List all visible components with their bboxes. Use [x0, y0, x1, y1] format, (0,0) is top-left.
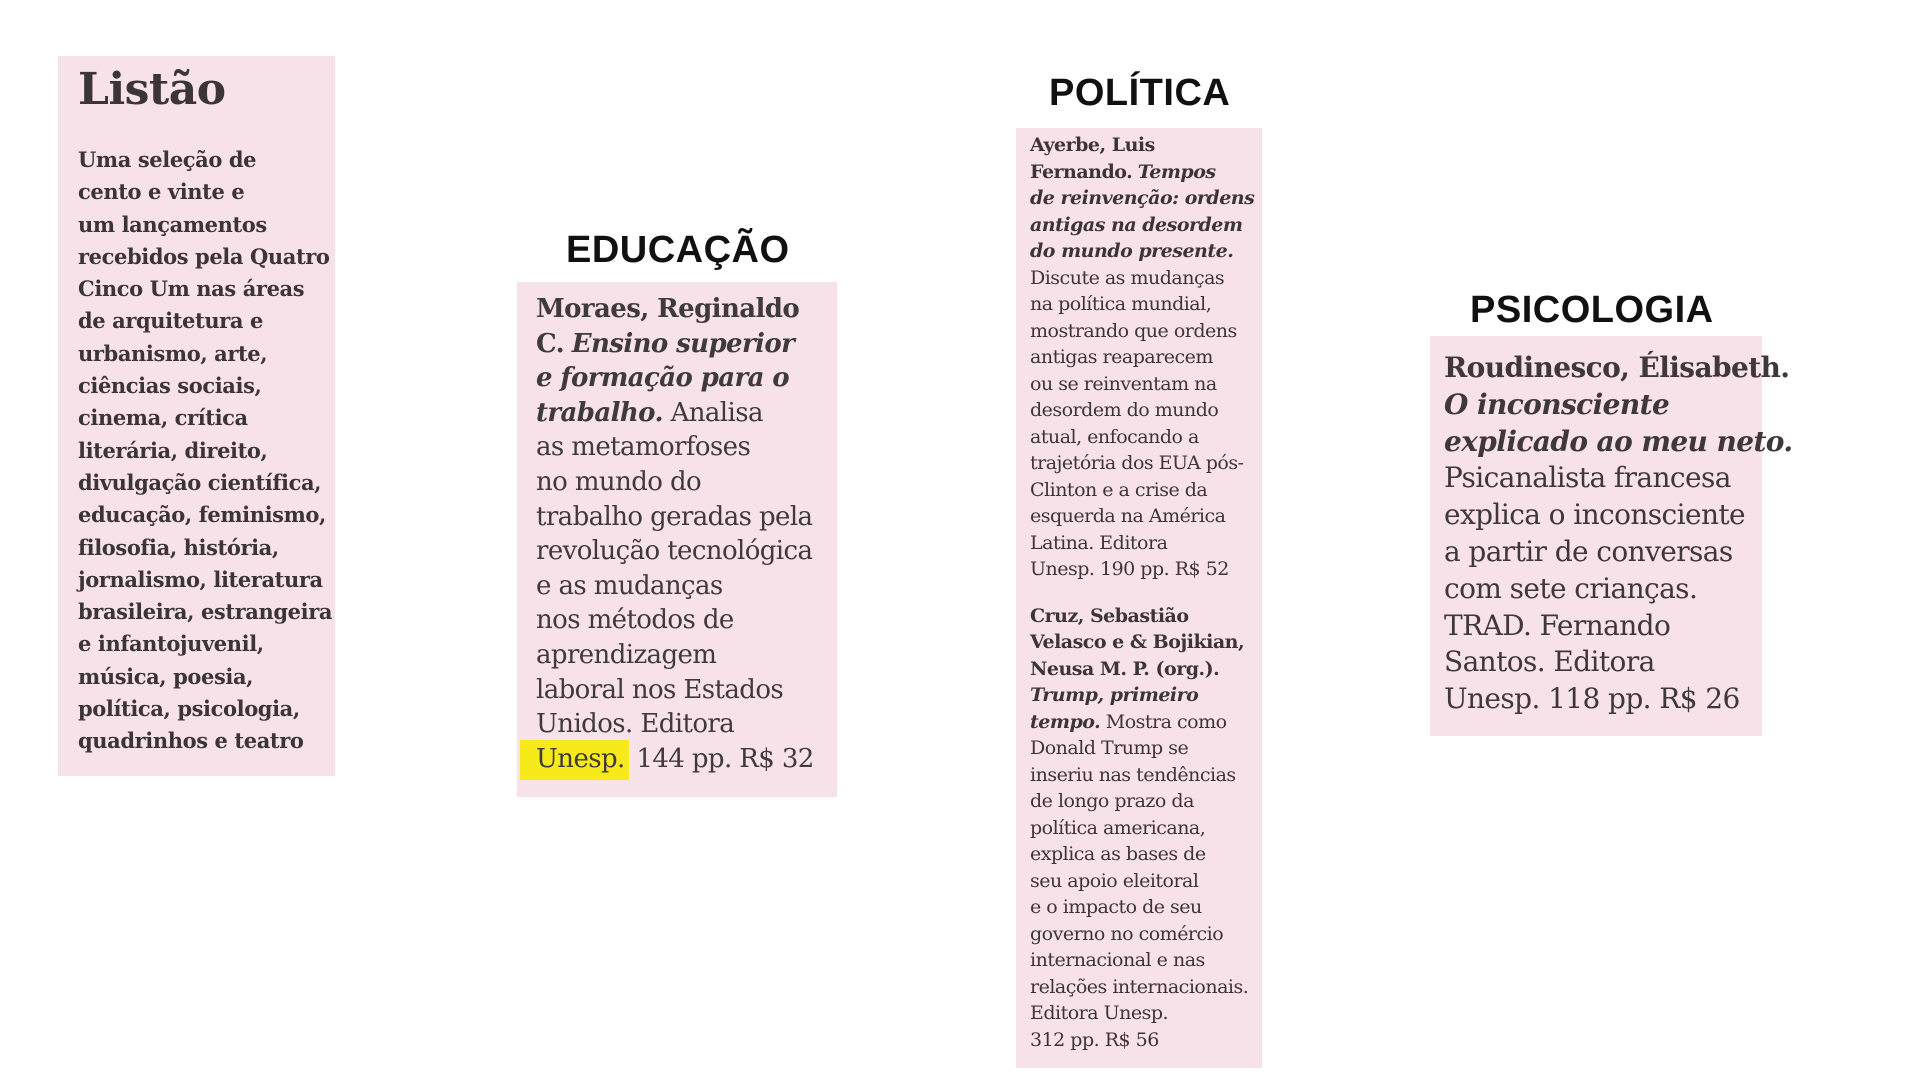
- politica-entry-1: [1030, 132, 1262, 583]
- entry-author: Roudinesco, Élisabeth.: [1444, 351, 1790, 384]
- educacao-heading: EDUCAÇÃO: [566, 229, 790, 271]
- entry-description: Unesp. 190 pp. R$ 52: [1030, 558, 1229, 580]
- entry-description: revolução tecnológica: [536, 536, 813, 567]
- entry-description: mostrando que ordens: [1030, 319, 1237, 342]
- politica-entry-2: [1030, 603, 1262, 1054]
- entry-author: Velasco e & Bojikian,: [1030, 631, 1245, 653]
- entry-description: e o impacto de seu: [1030, 896, 1202, 918]
- listao-line: recebidos pela Quatro: [78, 243, 330, 269]
- entry-description: desordem do mundo: [1030, 399, 1219, 421]
- entry-description: com sete crianças.: [1444, 571, 1698, 605]
- listao-line: brasileira, estrangeira: [78, 599, 333, 625]
- entry-description: trajetória dos EUA pós-: [1030, 452, 1244, 474]
- listao-text: [78, 144, 335, 758]
- entry-title: e formação para o: [536, 363, 790, 394]
- entry-description: Clinton e a crise da: [1030, 478, 1208, 501]
- listao-line: quadrinhos e teatro: [78, 728, 304, 754]
- entry-title: trabalho.: [536, 397, 663, 428]
- entry-description: explica o inconsciente: [1444, 498, 1746, 532]
- entry-description: as metamorfoses: [536, 432, 751, 463]
- entry-author: Moraes, Reginaldo: [536, 294, 800, 324]
- listao-line: música, poesia,: [78, 663, 254, 689]
- entry-description: atual, enfocando a: [1030, 425, 1199, 448]
- entry-description: Psicanalista francesa: [1444, 461, 1731, 495]
- entry-description: antigas reaparecem: [1030, 346, 1213, 368]
- listao-line: Cinco Um nas áreas: [78, 276, 305, 302]
- listao-clipping: [58, 56, 335, 776]
- entry-description: laboral nos Estados: [536, 674, 784, 705]
- listao-line: Uma seleção de: [78, 147, 257, 172]
- listao-line: cento e vinte e: [78, 179, 245, 205]
- entry-description: ou se reinventam na: [1030, 372, 1217, 395]
- entry-author: Fernando.: [1030, 160, 1133, 183]
- entry-description: Unidos. Editora: [536, 709, 735, 740]
- entry-line: [536, 327, 837, 362]
- entry-title: O inconsciente: [1444, 387, 1670, 421]
- entry-title: tempo.: [1030, 710, 1101, 733]
- entry-description: seu apoio eleitoral: [1030, 869, 1199, 892]
- entry-description: na política mundial,: [1030, 293, 1212, 315]
- entry-description: explica as bases de: [1030, 843, 1206, 865]
- entry-description: a partir de conversas: [1444, 534, 1733, 568]
- politica-clipping: [1016, 128, 1262, 1068]
- entry-description: esquerda na América: [1030, 505, 1226, 527]
- listao-line: política, psicologia,: [78, 696, 300, 722]
- listao-line: um lançamentos: [78, 211, 267, 237]
- entry-author: Neusa M. P. (org.).: [1030, 657, 1220, 680]
- listao-line: educação, feminismo,: [78, 502, 326, 528]
- entry-title: antigas na desordem: [1030, 213, 1243, 236]
- pages-price: 144 pp. R$ 32: [636, 743, 814, 774]
- listao-line: jornalismo, literatura: [78, 566, 323, 592]
- entry-spacer: [1030, 583, 1262, 603]
- entry-description: Donald Trump se: [1030, 737, 1189, 759]
- entry-author: Ayerbe, Luis: [1030, 134, 1155, 156]
- listao-line: cinema, crítica: [78, 405, 248, 431]
- entry-description: trabalho geradas pela: [536, 501, 813, 532]
- listao-title: Listão: [78, 64, 226, 115]
- listao-line: urbanismo, arte,: [78, 340, 268, 366]
- entry-description: relações internacionais.: [1030, 975, 1249, 998]
- entry-description: Editora Unesp.: [1030, 1002, 1169, 1024]
- entry-description: e as mudanças: [536, 570, 723, 601]
- entry-title: Trump, primeiro: [1030, 684, 1199, 706]
- entry-description: internacional e nas: [1030, 949, 1205, 971]
- entry-title: do mundo presente.: [1030, 240, 1234, 262]
- educacao-clipping: [517, 282, 837, 797]
- listao-line: divulgação científica,: [78, 469, 322, 495]
- entry-description: Unesp. 118 pp. R$ 26: [1444, 682, 1740, 716]
- entry-description: nos métodos de: [536, 605, 734, 636]
- listao-line: filosofia, história,: [78, 534, 279, 560]
- psicologia-clipping: [1430, 336, 1793, 736]
- entry-line: [1030, 709, 1262, 736]
- entry-description: 312 pp. R$ 56: [1030, 1028, 1159, 1051]
- listao-line: e infantojuvenil,: [78, 631, 264, 657]
- entry-description: aprendizagem: [536, 639, 717, 670]
- entry-description: Mostra como: [1105, 710, 1227, 733]
- entry-description: Latina. Editora: [1030, 531, 1168, 554]
- listao-line: de arquitetura e: [78, 308, 263, 334]
- educacao-entry: [536, 292, 837, 776]
- listao-line: literária, direito,: [78, 437, 268, 463]
- psicologia-entry: [1444, 350, 1793, 718]
- entry-description: Analisa: [670, 397, 763, 428]
- entry-title: Ensino superior: [571, 328, 795, 359]
- entry-title: de reinvenção: ordens: [1030, 187, 1255, 209]
- listao-line: ciências sociais,: [78, 373, 262, 399]
- politica-heading: POLÍTICA: [1049, 72, 1231, 114]
- entry-description: no mundo do: [536, 466, 702, 497]
- entry-author: C.: [536, 328, 565, 359]
- entry-description: governo no comércio: [1030, 922, 1224, 945]
- entry-description: TRAD. Fernando: [1444, 608, 1671, 642]
- entry-title: Tempos: [1137, 160, 1216, 183]
- entry-title: explicado ao meu neto.: [1444, 424, 1793, 458]
- entry-line: [1030, 159, 1262, 186]
- entry-line: [536, 742, 837, 777]
- entry-description: Santos. Editora: [1444, 645, 1655, 679]
- entry-description: Discute as mudanças: [1030, 266, 1225, 289]
- entry-description: de longo prazo da: [1030, 790, 1194, 812]
- publisher-highlight: Unesp.: [520, 740, 629, 780]
- psicologia-heading: PSICOLOGIA: [1470, 289, 1714, 331]
- entry-description: política americana,: [1030, 816, 1206, 839]
- entry-description: inseriu nas tendências: [1030, 763, 1236, 786]
- entry-author: Cruz, Sebastião: [1030, 604, 1189, 627]
- entry-line: [536, 396, 837, 431]
